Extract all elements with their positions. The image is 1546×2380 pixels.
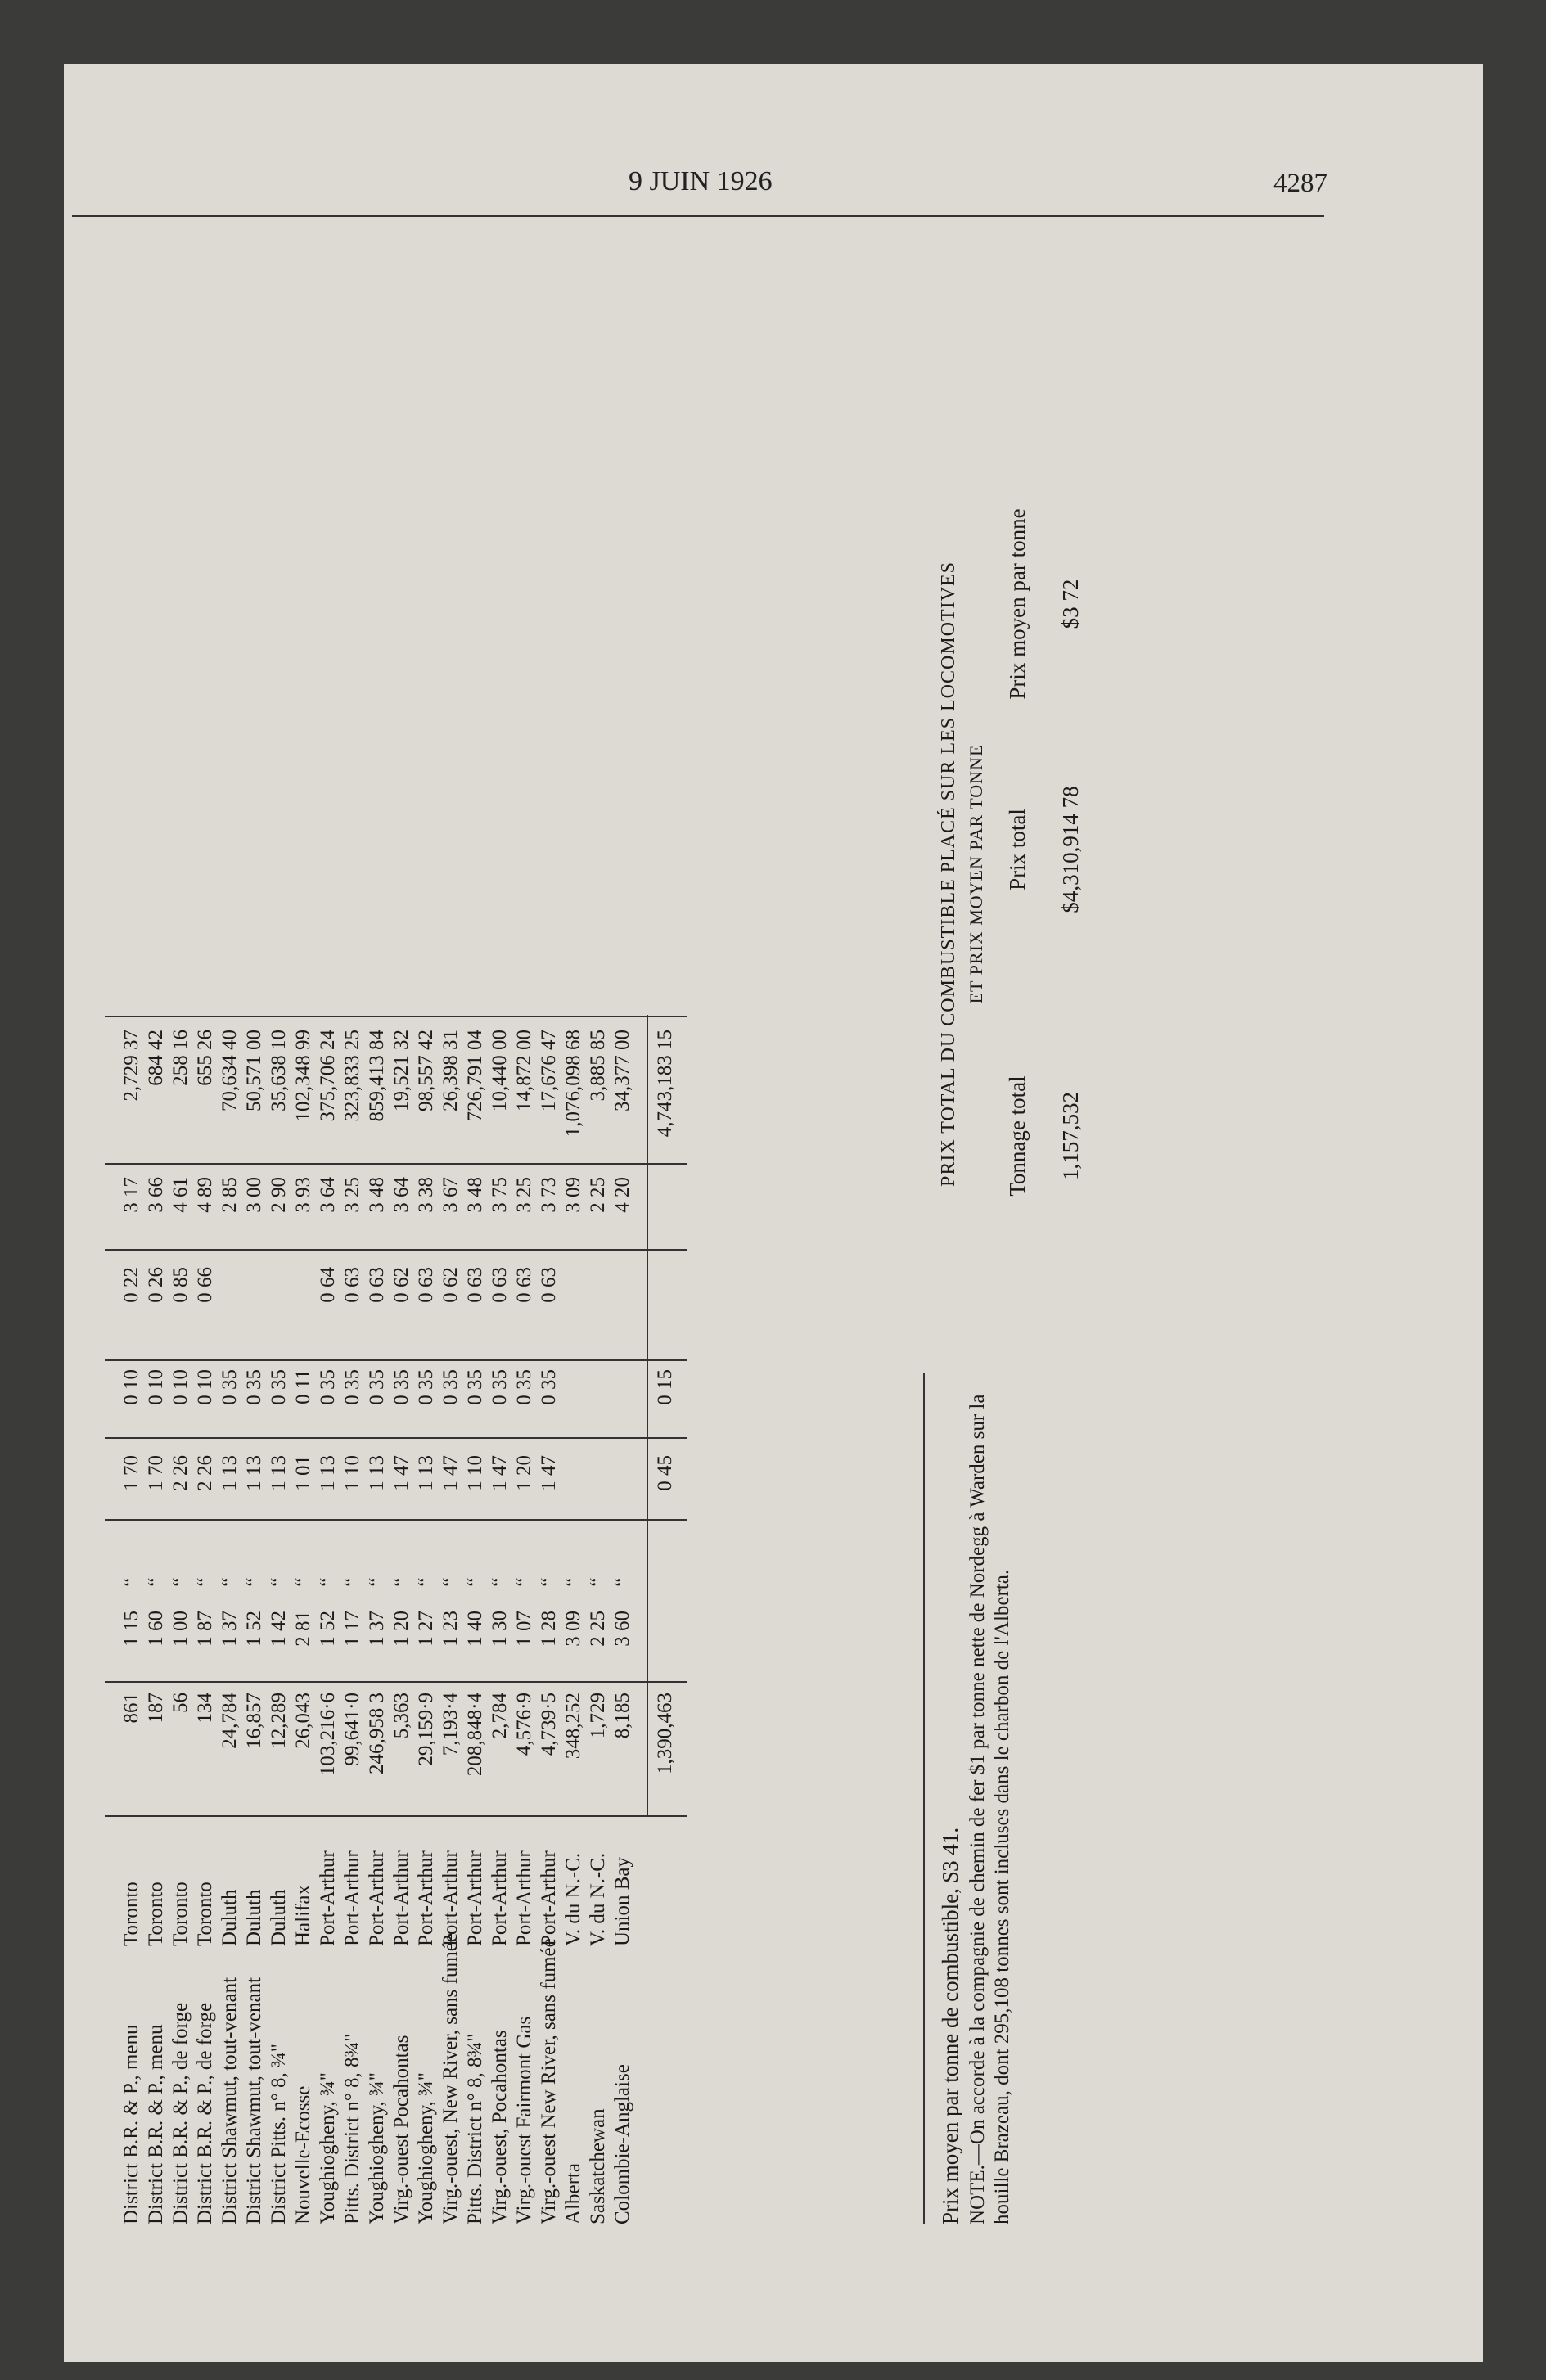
cell-mine: 3 60 (611, 1611, 633, 1647)
cell-dest: Toronto (120, 1882, 142, 1946)
cell-tons: 134 (194, 1693, 216, 1724)
cell-mine: 1 30 (489, 1611, 511, 1647)
cell-per-ton: 3 75 (489, 1177, 511, 1213)
cell-district: District B.R. & P., menu (145, 2024, 167, 2224)
table-row (463, 1013, 488, 2224)
average-price-line: Prix moyen par tonne de combustible, $3 41. (938, 1827, 962, 2224)
summary-col-tonnage-label: Tonnage total (1005, 1075, 1030, 1197)
cell-dest: Toronto (169, 1882, 192, 1946)
cell-dest: Port-Arthur (439, 1850, 462, 1946)
cell-q: “ (120, 1577, 142, 1587)
cell-district: Pitts. District n° 8, 8¾" (464, 2033, 486, 2224)
cell-handling: 0 35 (317, 1369, 339, 1405)
cell-tons: 187 (145, 1693, 167, 1724)
cell-duty: 0 63 (513, 1267, 535, 1303)
cell-q: “ (587, 1577, 609, 1587)
table-row (488, 1013, 512, 2224)
summary-avg-value: $3 72 (1058, 579, 1083, 629)
table-row (316, 1013, 340, 2224)
cell-dest: Port-Arthur (366, 1850, 388, 1946)
cell-dest: Duluth (268, 1889, 290, 1946)
table-row (537, 1013, 561, 2224)
cell-handling: 0 35 (341, 1369, 363, 1405)
cell-duty: 0 63 (366, 1267, 388, 1303)
cell-dest: Toronto (194, 1882, 216, 1946)
table-row (414, 1013, 439, 2224)
column-rule (105, 1249, 687, 1251)
page-date: 9 JUIN 1926 (629, 166, 773, 196)
cell-tons: 12,289 (268, 1693, 290, 1749)
cell-dest: Port-Arthur (513, 1850, 535, 1946)
table-row (439, 1013, 463, 2224)
table-row (512, 1013, 537, 2224)
cell-handling: 0 10 (145, 1369, 167, 1405)
summary-total-value: $4,310,914 78 (1058, 786, 1083, 913)
table-row (242, 1013, 267, 2224)
cell-freight: 1 10 (341, 1455, 363, 1491)
cell-district: District B.R. & P., de forge (169, 2002, 192, 2224)
table-row (119, 1013, 144, 2224)
cell-tons: 24,784 (219, 1693, 241, 1749)
cell-per-ton: 3 25 (341, 1177, 363, 1213)
cell-total: 35,638 10 (268, 1030, 290, 1111)
summary-col-avg-label: Prix moyen par tonne (1005, 508, 1030, 700)
table-row (561, 1013, 586, 2224)
total-tons: 1,390,463 (654, 1693, 676, 1774)
cell-tons: 2,784 (489, 1693, 511, 1739)
cell-dest: Port-Arthur (538, 1850, 560, 1946)
cell-handling: 0 11 (292, 1369, 314, 1404)
cell-q: “ (268, 1577, 290, 1587)
cell-per-ton: 2 25 (587, 1177, 609, 1213)
cell-duty: 0 22 (120, 1267, 142, 1303)
cell-mine: 1 52 (317, 1611, 339, 1647)
column-rule (105, 1815, 687, 1817)
cell-dest: Duluth (219, 1889, 241, 1946)
cell-mine: 1 37 (366, 1611, 388, 1647)
cell-mine: 1 87 (194, 1611, 216, 1647)
cell-district: District B.R. & P., menu (120, 2024, 142, 2224)
cell-mine: 1 60 (145, 1611, 167, 1647)
cell-q: “ (415, 1577, 437, 1587)
cell-freight: 2 26 (169, 1455, 192, 1491)
total-total: 4,743,183 15 (654, 1030, 676, 1138)
cell-mine: 1 20 (390, 1611, 412, 1647)
cell-freight: 1 70 (145, 1455, 167, 1491)
cell-tons: 8,185 (611, 1693, 633, 1739)
cell-q: “ (489, 1577, 511, 1587)
cell-tons: 4,576·9 (513, 1693, 535, 1756)
cell-handling: 0 35 (439, 1369, 462, 1405)
table-row (169, 1013, 193, 2224)
cell-mine: 1 00 (169, 1611, 192, 1647)
table-bottom-rule (923, 1373, 925, 2224)
cell-q: “ (243, 1577, 265, 1587)
cell-mine: 1 40 (464, 1611, 486, 1647)
cell-per-ton: 4 61 (169, 1177, 192, 1213)
cell-total: 26,398 31 (439, 1030, 462, 1111)
cell-handling: 0 35 (538, 1369, 560, 1405)
cell-district: Pitts. District n° 8, 8¾" (341, 2033, 363, 2224)
cell-total: 34,377 00 (611, 1030, 633, 1111)
cell-total: 17,676 47 (538, 1030, 560, 1111)
cell-dest: Halifax (292, 1885, 314, 1946)
summary-subtitle: ET PRIX MOYEN PAR TONNE (966, 744, 986, 1004)
cell-duty: 0 63 (415, 1267, 437, 1303)
cell-per-ton: 3 09 (562, 1177, 584, 1213)
cell-total: 684 42 (145, 1030, 167, 1086)
cell-q: “ (611, 1577, 633, 1587)
table-row (365, 1013, 390, 2224)
cell-mine: 1 17 (341, 1611, 363, 1647)
cell-dest: Union Bay (611, 1856, 633, 1946)
summary-col-total-label: Prix total (1005, 809, 1030, 890)
total-freight: 0 45 (654, 1455, 676, 1491)
cell-district: Virg.-ouest Fairmont Gas (513, 2016, 535, 2224)
cell-district: District Pitts. n° 8, ¾" (268, 2044, 290, 2224)
cell-q: “ (145, 1577, 167, 1587)
cell-total: 98,557 42 (415, 1030, 437, 1111)
cell-dest: Port-Arthur (390, 1850, 412, 1946)
cell-dest: Duluth (243, 1889, 265, 1946)
cell-district: Virg.-ouest New River, sans fumée (538, 1938, 560, 2224)
cell-district: Youghiogheny, ¾" (366, 2072, 388, 2224)
cell-freight: 1 13 (243, 1455, 265, 1491)
cell-handling: 0 35 (219, 1369, 241, 1405)
document-page (64, 64, 1483, 2362)
cell-district: Alberta (562, 2163, 584, 2224)
cell-duty: 0 62 (390, 1267, 412, 1303)
cell-per-ton: 4 89 (194, 1177, 216, 1213)
rotated-content (105, 318, 1483, 2224)
cell-q: “ (292, 1577, 314, 1587)
cell-duty: 0 63 (489, 1267, 511, 1303)
page-number: 4287 (1273, 169, 1327, 198)
table-row (340, 1013, 365, 2224)
cell-total: 859,413 84 (366, 1030, 388, 1122)
cell-q: “ (464, 1577, 486, 1587)
cell-handling: 0 35 (243, 1369, 265, 1405)
cell-dest: Port-Arthur (464, 1850, 486, 1946)
cell-district: District Shawmut, tout-venant (243, 1977, 265, 2224)
cell-mine: 2 81 (292, 1611, 314, 1647)
cell-total: 655 26 (194, 1030, 216, 1086)
cell-tons: 103,216·6 (317, 1693, 339, 1777)
cell-mine: 1 23 (439, 1611, 462, 1647)
cell-dest: Port-Arthur (341, 1850, 363, 1946)
cell-tons: 1,729 (587, 1693, 609, 1739)
cell-handling: 0 35 (268, 1369, 290, 1405)
cell-tons: 99,641·0 (341, 1693, 363, 1766)
cell-mine: 2 25 (587, 1611, 609, 1647)
cell-duty: 0 85 (169, 1267, 192, 1303)
cell-per-ton: 2 85 (219, 1177, 241, 1213)
cell-mine: 1 07 (513, 1611, 535, 1647)
cell-per-ton: 3 17 (120, 1177, 142, 1213)
cell-q: “ (513, 1577, 535, 1587)
cell-district: Youghiogheny, ¾" (317, 2072, 339, 2224)
cell-freight: 1 47 (439, 1455, 462, 1491)
cell-freight: 2 26 (194, 1455, 216, 1491)
cell-duty: 0 63 (341, 1267, 363, 1303)
totals-row (653, 1013, 678, 2224)
cell-per-ton: 3 00 (243, 1177, 265, 1213)
cell-district: Colombie-Anglaise (611, 2064, 633, 2224)
cell-handling: 0 35 (366, 1369, 388, 1405)
cell-dest: Toronto (145, 1882, 167, 1946)
cell-tons: 26,043 (292, 1693, 314, 1749)
cell-total: 70,634 40 (219, 1030, 241, 1111)
cell-mine: 3 09 (562, 1611, 584, 1647)
table-row (611, 1013, 635, 2224)
cell-handling: 0 35 (390, 1369, 412, 1405)
cell-dest: Port-Arthur (317, 1850, 339, 1946)
cell-duty: 0 62 (439, 1267, 462, 1303)
cell-tons: 16,857 (243, 1693, 265, 1749)
cell-per-ton: 4 20 (611, 1177, 633, 1213)
cell-district: Virg.-ouest, Pocahontas (489, 2030, 511, 2224)
table-row (586, 1013, 611, 2224)
cell-mine: 1 37 (219, 1611, 241, 1647)
cell-freight: 1 13 (268, 1455, 290, 1491)
table-row (218, 1013, 242, 2224)
cell-total: 19,521 32 (390, 1030, 412, 1111)
cell-per-ton: 3 38 (415, 1177, 437, 1213)
summary-title: PRIX TOTAL DU COMBUSTIBLE PLACÉ SUR LES LOCOMOTIVES (938, 561, 959, 1188)
cell-tons: 5,363 (390, 1693, 412, 1739)
cell-total: 375,706 24 (317, 1030, 339, 1122)
cell-mine: 1 15 (120, 1611, 142, 1647)
cell-duty: 0 26 (145, 1267, 167, 1303)
cell-q: “ (169, 1577, 192, 1587)
cell-tons: 56 (169, 1693, 192, 1713)
cell-tons: 348,252 (562, 1693, 584, 1760)
cell-duty: 0 63 (538, 1267, 560, 1303)
cell-total: 50,571 00 (243, 1030, 265, 1111)
cell-district: Youghiogheny, ¾" (415, 2072, 437, 2224)
cell-q: “ (219, 1577, 241, 1587)
cell-q: “ (538, 1577, 560, 1587)
cell-per-ton: 3 25 (513, 1177, 535, 1213)
summary-tonnage-value: 1,157,532 (1058, 1092, 1083, 1180)
total-handling: 0 15 (654, 1369, 676, 1405)
column-rule (105, 1359, 687, 1361)
cell-q: “ (194, 1577, 216, 1587)
table-row (193, 1013, 218, 2224)
table-row (390, 1013, 414, 2224)
cell-total: 1,076,098 68 (562, 1030, 584, 1138)
cell-freight: 1 13 (317, 1455, 339, 1491)
cell-duty: 0 63 (464, 1267, 486, 1303)
cell-mine: 1 52 (243, 1611, 265, 1647)
cell-per-ton: 3 48 (464, 1177, 486, 1213)
cell-district: Virg.-ouest Pocahontas (390, 2035, 412, 2224)
cell-q: “ (439, 1577, 462, 1587)
cell-total: 258 16 (169, 1030, 192, 1086)
cell-q: “ (562, 1577, 584, 1587)
cell-per-ton: 3 73 (538, 1177, 560, 1213)
cell-dest: Port-Arthur (415, 1850, 437, 1946)
cell-per-ton: 2 90 (268, 1177, 290, 1213)
cell-per-ton: 3 67 (439, 1177, 462, 1213)
cell-mine: 1 42 (268, 1611, 290, 1647)
cell-handling: 0 10 (120, 1369, 142, 1405)
column-rule (105, 1163, 687, 1165)
cell-total: 14,872 00 (513, 1030, 535, 1111)
totals-rule (647, 1015, 648, 1817)
cell-dest: Port-Arthur (489, 1850, 511, 1946)
cell-handling: 0 35 (513, 1369, 535, 1405)
cell-handling: 0 10 (194, 1369, 216, 1405)
cell-per-ton: 3 64 (317, 1177, 339, 1213)
cell-tons: 861 (120, 1693, 142, 1724)
cell-total: 102,348 99 (292, 1030, 314, 1122)
cell-freight: 1 47 (538, 1455, 560, 1491)
cell-tons: 246,958 3 (366, 1693, 388, 1774)
cell-handling: 0 35 (415, 1369, 437, 1405)
column-rule (105, 1016, 687, 1017)
cell-total: 3,885 85 (587, 1030, 609, 1102)
table-row (144, 1013, 169, 2224)
cell-tons: 29,159·9 (415, 1693, 437, 1766)
cell-q: “ (341, 1577, 363, 1587)
cell-freight: 1 47 (390, 1455, 412, 1491)
cell-mine: 1 27 (415, 1611, 437, 1647)
cell-dest: V. du N.-C. (562, 1852, 584, 1946)
table-row (267, 1013, 291, 2224)
cell-tons: 208,848·4 (464, 1693, 486, 1777)
cell-duty: 0 64 (317, 1267, 339, 1303)
cell-total: 726,791 04 (464, 1030, 486, 1122)
cell-freight: 1 70 (120, 1455, 142, 1491)
cell-freight: 1 20 (513, 1455, 535, 1491)
cell-tons: 4,739·5 (538, 1693, 560, 1756)
cell-mine: 1 28 (538, 1611, 560, 1647)
cell-per-ton: 3 66 (145, 1177, 167, 1213)
cell-total: 2,729 37 (120, 1030, 142, 1102)
cell-duty: 0 66 (194, 1267, 216, 1303)
header-rule (72, 215, 1324, 217)
cell-freight: 1 13 (219, 1455, 241, 1491)
cell-dest: V. du N.-C. (587, 1852, 609, 1946)
cell-district: District Shawmut, tout-venant (219, 1977, 241, 2224)
cell-freight: 1 01 (292, 1455, 314, 1491)
cell-total: 323,833 25 (341, 1030, 363, 1122)
cell-per-ton: 3 93 (292, 1177, 314, 1213)
cell-freight: 1 10 (464, 1455, 486, 1491)
footnote: NOTE.—On accorde à la compagnie de chemin de fer $1 par tonne nette de Nordegg à Warden sur la houille Brazeau, dont 295,108 tonnes sont incluses dans le charbon de l'Alberta. (967, 1394, 1013, 2224)
cell-freight: 1 13 (366, 1455, 388, 1491)
cell-tons: 7,193·4 (439, 1693, 462, 1756)
cell-q: “ (317, 1577, 339, 1587)
cell-freight: 1 13 (415, 1455, 437, 1491)
table-row (291, 1013, 316, 2224)
cell-per-ton: 3 64 (390, 1177, 412, 1213)
cell-handling: 0 10 (169, 1369, 192, 1405)
cell-handling: 0 35 (464, 1369, 486, 1405)
cell-district: Virg.-ouest, New River, sans fumée (439, 1933, 462, 2224)
cell-total: 10,440 00 (489, 1030, 511, 1111)
cell-district: Saskatchewan (587, 2108, 609, 2224)
column-rule (105, 1681, 687, 1683)
cell-q: “ (366, 1577, 388, 1587)
column-rule (105, 1519, 687, 1521)
column-rule (105, 1437, 687, 1439)
cell-district: District B.R. & P., de forge (194, 2002, 216, 2224)
cell-handling: 0 35 (489, 1369, 511, 1405)
cell-freight: 1 47 (489, 1455, 511, 1491)
cell-per-ton: 3 48 (366, 1177, 388, 1213)
cell-q: “ (390, 1577, 412, 1587)
cell-district: Nouvelle-Ecosse (292, 2085, 314, 2224)
